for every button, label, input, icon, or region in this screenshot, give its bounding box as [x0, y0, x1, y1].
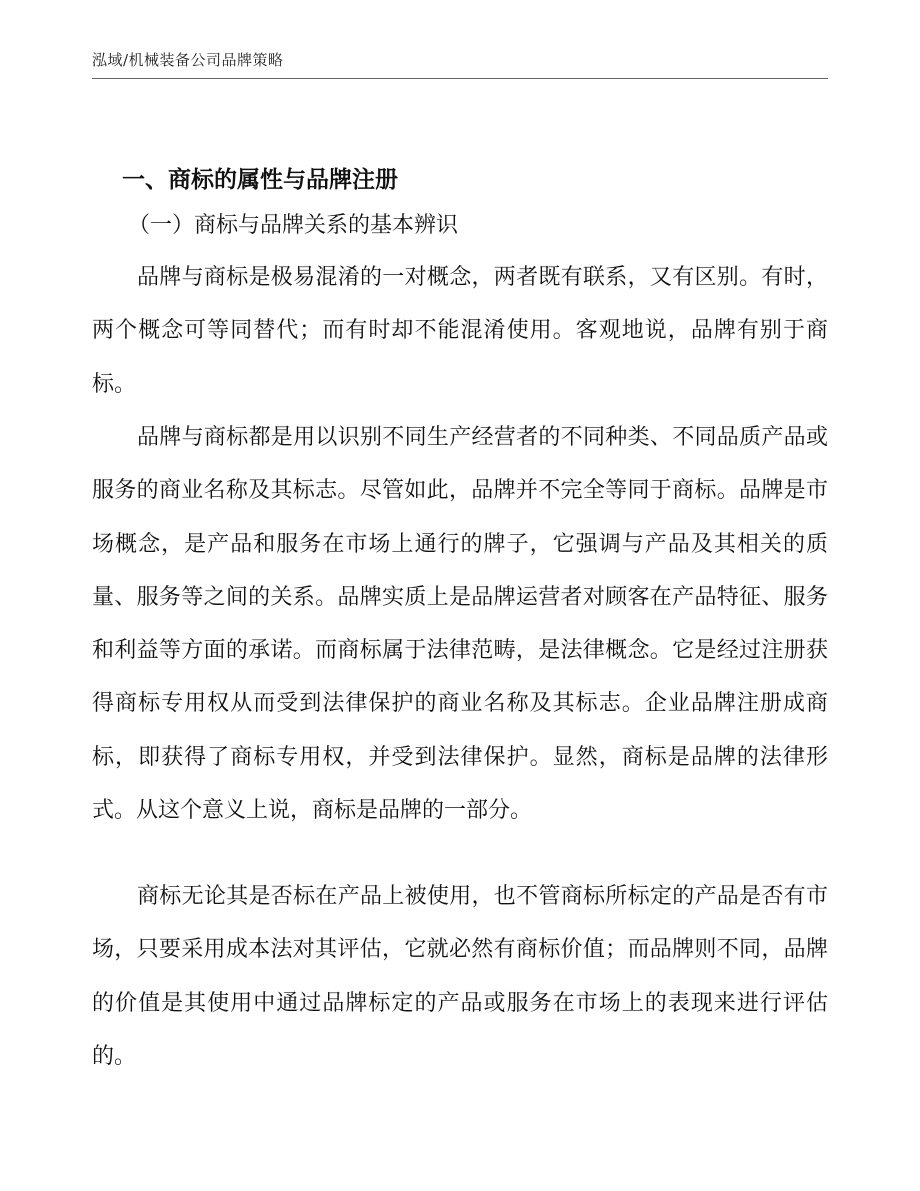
subsection-heading: （一）商标与品牌关系的基本辨识	[128, 213, 459, 238]
section-heading: 一、商标的属性与品牌注册	[122, 166, 398, 193]
body-paragraph: 品牌与商标是极易混淆的一对概念，两者既有联系，又有区别。有时，两个概念可等同替代；而有时却不能混淆使用。客观地说，品牌有别于商标。	[92, 265, 828, 397]
running-header: 泓域/机械装备公司品牌策略	[92, 51, 284, 69]
body-paragraph: 品牌与商标都是用以识别不同生产经营者的不同种类、不同品质产品或服务的商业名称及其标志。尽管如此，品牌并不完全等同于商标。品牌是市场概念，是产品和服务在市场上通行的牌子，它强调与产品及其相关的质量、服务等之间的关系。品牌实质上是品牌运营者对顾客在产品特征、服务和利益等方面的承诺。而商标属于法律范畴，是法律概念。它是经过注册获得商标专用权从而受到法律保护的商业名称及其标志。企业品牌注册成商标，即获得了商标专用权，并受到法律保护。显然，商标是品牌的法律形式。从这个意义上说，商标是品牌的一部分。	[92, 425, 828, 824]
header-divider	[92, 78, 828, 79]
body-paragraph: 商标无论其是否标在产品上被使用，也不管商标所标定的产品是否有市场，只要采用成本法对其评估，它就必然有商标价值；而品牌则不同，品牌的价值是其使用中通过品牌标定的产品或服务在市场上的表现来进行评估的。	[92, 884, 828, 1069]
